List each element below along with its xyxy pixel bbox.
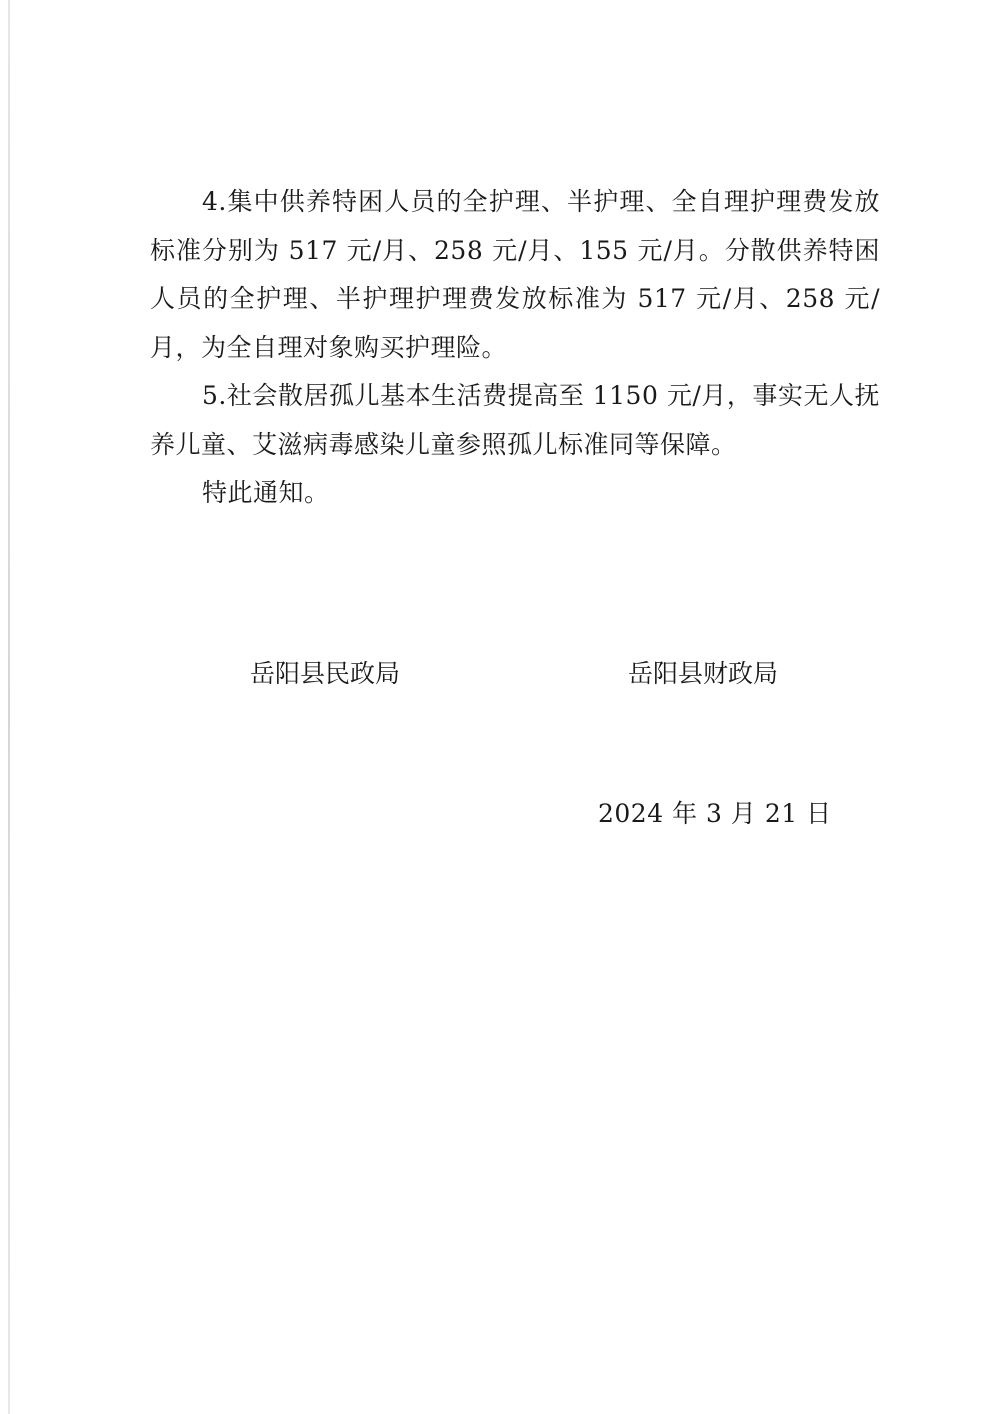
issue-date: 2024 年 3 月 21 日 (598, 799, 832, 828)
scan-edge-line (8, 0, 10, 1414)
document-body (150, 178, 880, 518)
paragraph-closing-notice: 特此通知。 (202, 478, 330, 507)
signature-block (0, 650, 1000, 698)
signature-finance-bureau: 岳阳县财政局 (628, 659, 779, 688)
signature-civil-affairs-bureau: 岳阳县民政局 (250, 659, 401, 688)
paragraph-care-fee-standards: 4.集中供养特困人员的全护理、半护理、全自理护理费发放标准分别为 517 元/月、258 元/月、155 元/月。分散供养特困人员的全护理、半护理护理费发放标准为 517 元/月、258 元/月，为全自理对象购买护理险。 (150, 187, 880, 362)
paragraph-orphan-living-allowance: 5.社会散居孤儿基本生活费提高至 1150 元/月，事实无人抚养儿童、艾滋病毒感染儿童参照孤儿标准同等保障。 (150, 381, 880, 459)
